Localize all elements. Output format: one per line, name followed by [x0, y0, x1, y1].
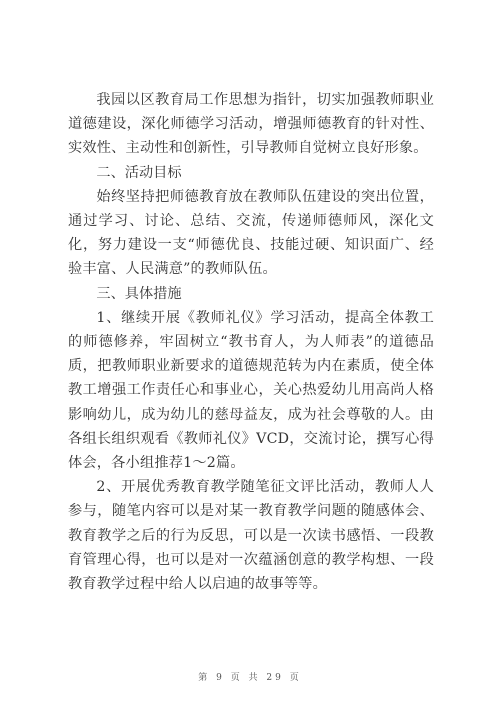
paragraph-measure-2: 2、开展优秀教育教学随笔征文评比活动，教师人人参与，随笔内容可以是对某一教育教学问题的随感体会、教育教学之后的行为反思，可以是一次读书感悟、一段教育管理心得，也可以是对一次蕴涵创意的教学构想、一段教育教学过程中给人以启迪的故事等等。 [68, 479, 434, 593]
paragraph-activity-goals: 始终坚持把师德教育放在教师队伍建设的突出位置，通过学习、讨论、总结、交流，传递师德师风，深化文化，努力建设一支“师德优良、技能过硬、知识面广、经验丰富、人民满意”的教师队伍。 [68, 188, 434, 278]
page-number-footer: 第 9 页 共 29 页 [198, 673, 302, 683]
paragraph-measure-1: 1、继续开展《教师礼仪》学习活动，提高全体教工的师德修养，牢固树立“教书育人，为人师表”的道德品质，把教师职业新要求的道德规范转为内在素质，使全体教工增强工作责任心和事业心，关心热爱幼儿用高尚人格影响幼儿，成为幼儿的慈母益友，成为社会尊敬的人。由各组长组织观看《教师礼仪》VCD，交流讨论，撰写心得体会，各小组推荐1～2篇。 [68, 309, 434, 472]
section-heading-activity-goals: 二、活动目标 [96, 164, 182, 181]
document-body [68, 88, 434, 596]
paragraph-intro: 我园以区教育局工作思想为指针，切实加强教师职业道德建设，深化师德学习活动，增强师德教育的针对性、实效性、主动性和创新性，引导教师自觉树立良好形象。 [68, 92, 434, 157]
section-heading-measures: 三、具体措施 [96, 285, 182, 302]
